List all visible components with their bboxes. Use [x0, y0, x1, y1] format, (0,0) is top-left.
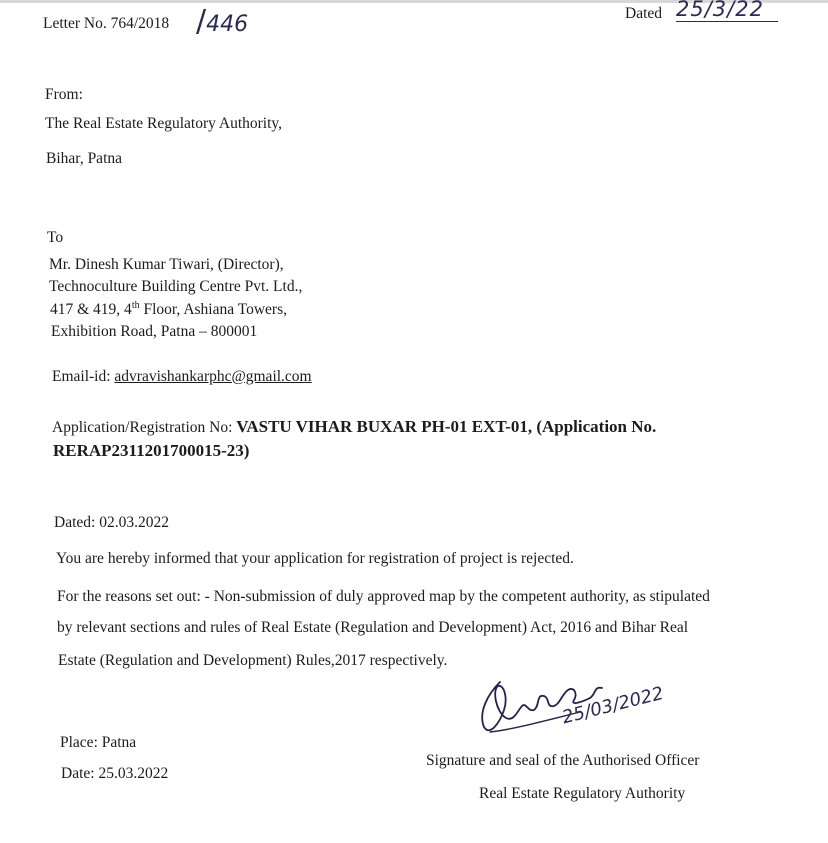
footer-date-line: Date: 25.03.2022 — [61, 765, 169, 782]
informed-line: You are hereby informed that your application for registration of project is rejected. — [56, 550, 574, 567]
letter-no-printed: 764/2018 — [110, 15, 170, 32]
application-number: VASTU VIHAR BUXAR PH-01 EXT-01, (Application No. — [236, 417, 657, 436]
dated-line: Dated: 02.03.2022 — [54, 514, 169, 531]
to-line-4: Exhibition Road, Patna – 800001 — [51, 323, 258, 340]
reasons-line-3: Estate (Regulation and Development) Rules,2017 respectively. — [58, 652, 448, 669]
email-label: Email-id: — [52, 368, 111, 385]
letter-number — [43, 15, 169, 33]
to-line-3: 417 & 419, 4th Floor, Ashiana Towers, — [50, 299, 287, 318]
application-label: Application/Registration No: — [52, 419, 233, 436]
letter-no-handwritten: /446 — [196, 4, 249, 39]
signature-caption: Signature and seal of the Authorised Officer — [426, 752, 700, 769]
place-line: Place: Patna — [60, 734, 137, 751]
authority-name: Real Estate Regulatory Authority — [479, 785, 686, 802]
application-line-1 — [52, 417, 656, 437]
from-label: From: — [45, 86, 83, 103]
dated-label: Dated — [625, 5, 663, 22]
email-link[interactable]: advravishankarphc@gmail.com — [114, 368, 312, 385]
dated-handwritten: 25/3/22 — [676, 0, 778, 22]
application-line-2: RERAP2311201700015-23) — [53, 441, 250, 460]
email-row — [52, 368, 312, 386]
from-line-1: The Real Estate Regulatory Authority, — [45, 115, 283, 132]
signature-date-handwritten: 25/03/2022 — [560, 682, 666, 729]
letter-no-label: Letter No. — [43, 15, 107, 32]
reasons-line-2: by relevant sections and rules of Real Estate (Regulation and Development) Act, 2016 and Bihar Real — [57, 619, 689, 636]
from-line-2: Bihar, Patna — [46, 150, 123, 167]
to-label: To — [47, 229, 64, 246]
reasons-line-1: For the reasons set out: - Non-submission of duly approved map by the competent authority, as stipulated — [57, 588, 710, 605]
to-line-2: Technoculture Building Centre Pvt. Ltd., — [49, 278, 303, 295]
to-line-1: Mr. Dinesh Kumar Tiwari, (Director), — [49, 256, 284, 273]
